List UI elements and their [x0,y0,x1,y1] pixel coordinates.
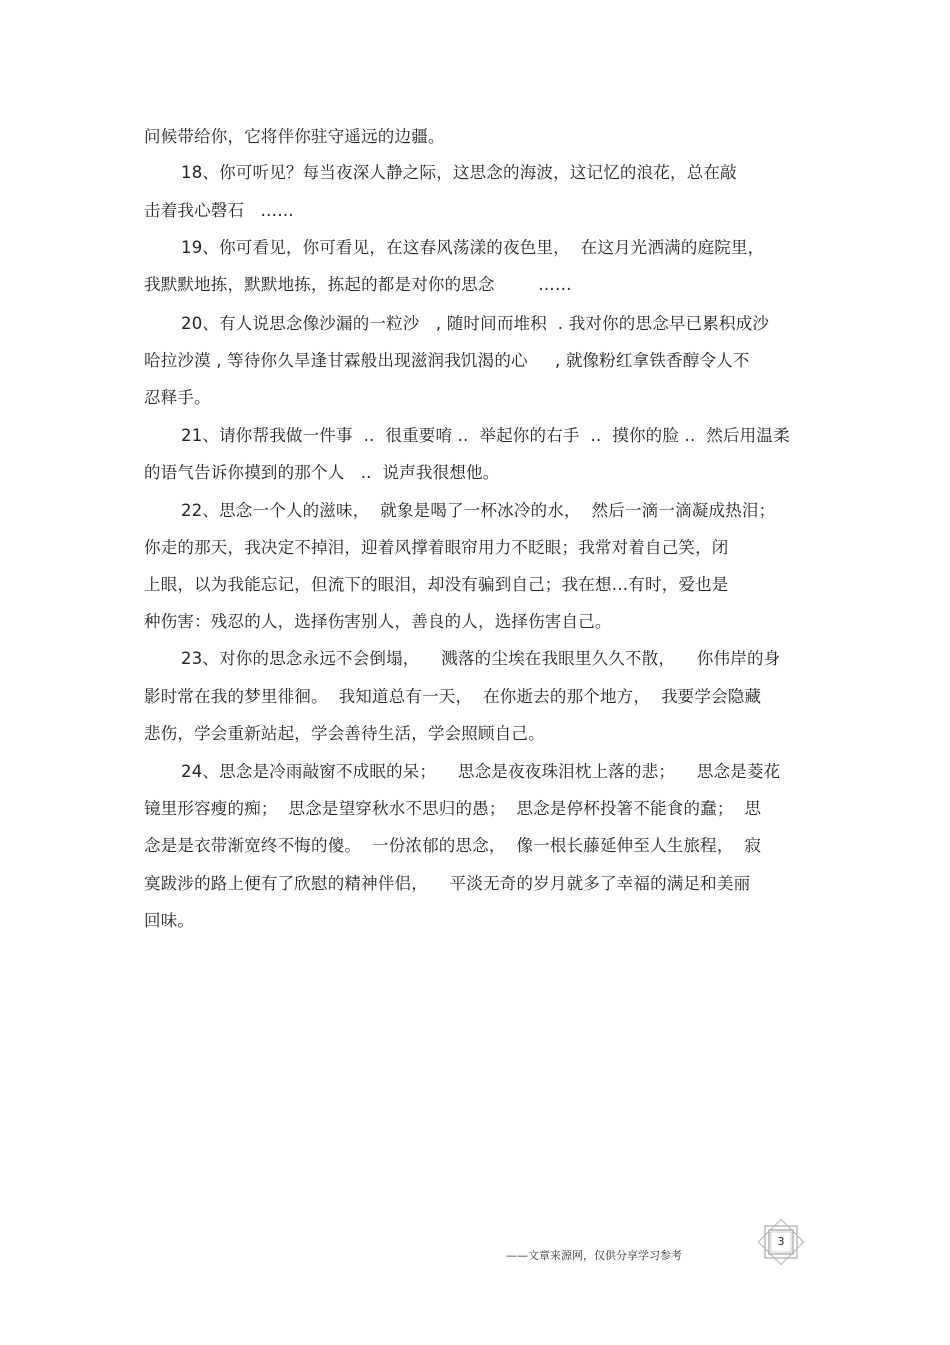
text-line: 上眼，以为我能忘记，但流下的眼泪，却没有骗到自己；我在想…有时，爱也是 [144,575,729,594]
page-number-badge [758,1219,804,1265]
text-line: 忍释手。 [144,388,211,407]
text-line-item-23: 23、对你的思念永远不会倒塌， 溅落的尘埃在我眼里久久不散， 你伟岸的身 [181,649,781,668]
text-line: 种伤害：残忍的人，选择伤害别人，善良的人，选择伤害自己。 [144,612,612,631]
text-line: 的语气告诉你摸到的那个人 .. 说声我很想他。 [144,463,500,482]
text-line-item-24: 24、思念是冷雨敲窗不成眠的呆； 思念是夜夜珠泪枕上落的悲； 思念是菱花 [181,762,781,781]
text-line: 我默默地拣，默默地拣，拣起的都是对你的思念 …… [144,275,572,294]
text-line: 镜里形容瘦的痴； 思念是望穿秋水不思归的愚； 思念是停杯投箸不能食的蠢； 思 [144,799,762,818]
text-line: 击着我心磬石 …… [144,201,294,220]
text-line-item-22: 22、思念一个人的滋味， 就象是喝了一杯冰冷的水， 然后一滴一滴凝成热泪； [181,501,776,520]
footer-source-note: ——文章来源网，仅供分享学习参考 [506,1249,682,1262]
text-line-item-19: 19、你可看见，你可看见，在这春风荡漾的夜色里， 在这月光洒满的庭院里， [181,238,765,257]
text-line: 悲伤，学会重新站起，学会善待生活，学会照顾自己。 [144,724,545,743]
text-line-item-18: 18、你可听见？每当夜深人静之际，这思念的海波，这记忆的浪花，总在敲 [181,163,737,182]
text-line: 寞跋涉的路上便有了欣慰的精神伴侣， 平淡无奇的岁月就多了幸福的满足和美丽 [144,874,751,893]
text-line: 念是是衣带渐宽终不悔的傻。 一份浓郁的思念， 像一根长藤延伸至人生旅程， 寂 [144,836,762,855]
text-line: 你走的那天，我决定不掉泪，迎着风撑着眼帘用力不眨眼；我常对着自己笑，闭 [144,538,729,557]
text-line: 哈拉沙漠 , 等待你久旱逢甘霖般出现滋润我饥渴的心 , 就像粉红拿铁香醇令人不 [144,351,750,370]
page-number: 3 [777,1235,785,1248]
text-line: 回味。 [144,911,195,930]
text-line-item-20: 20、有人说思念像沙漏的一粒沙 , 随时间而堆积 . 我对你的思念早已累积成沙 [181,314,770,333]
text-line-item-21: 21、请你帮我做一件事 .. 很重要唷 .. 举起你的右手 .. 摸你的脸 .. 然后用温柔 [181,426,790,445]
text-line: 问候带给你，它将伴你驻守遥远的边疆。 [144,127,445,146]
text-line: 影时常在我的梦里徘徊。 我知道总有一天， 在你逝去的那个地方， 我要学会隐藏 [144,687,762,706]
